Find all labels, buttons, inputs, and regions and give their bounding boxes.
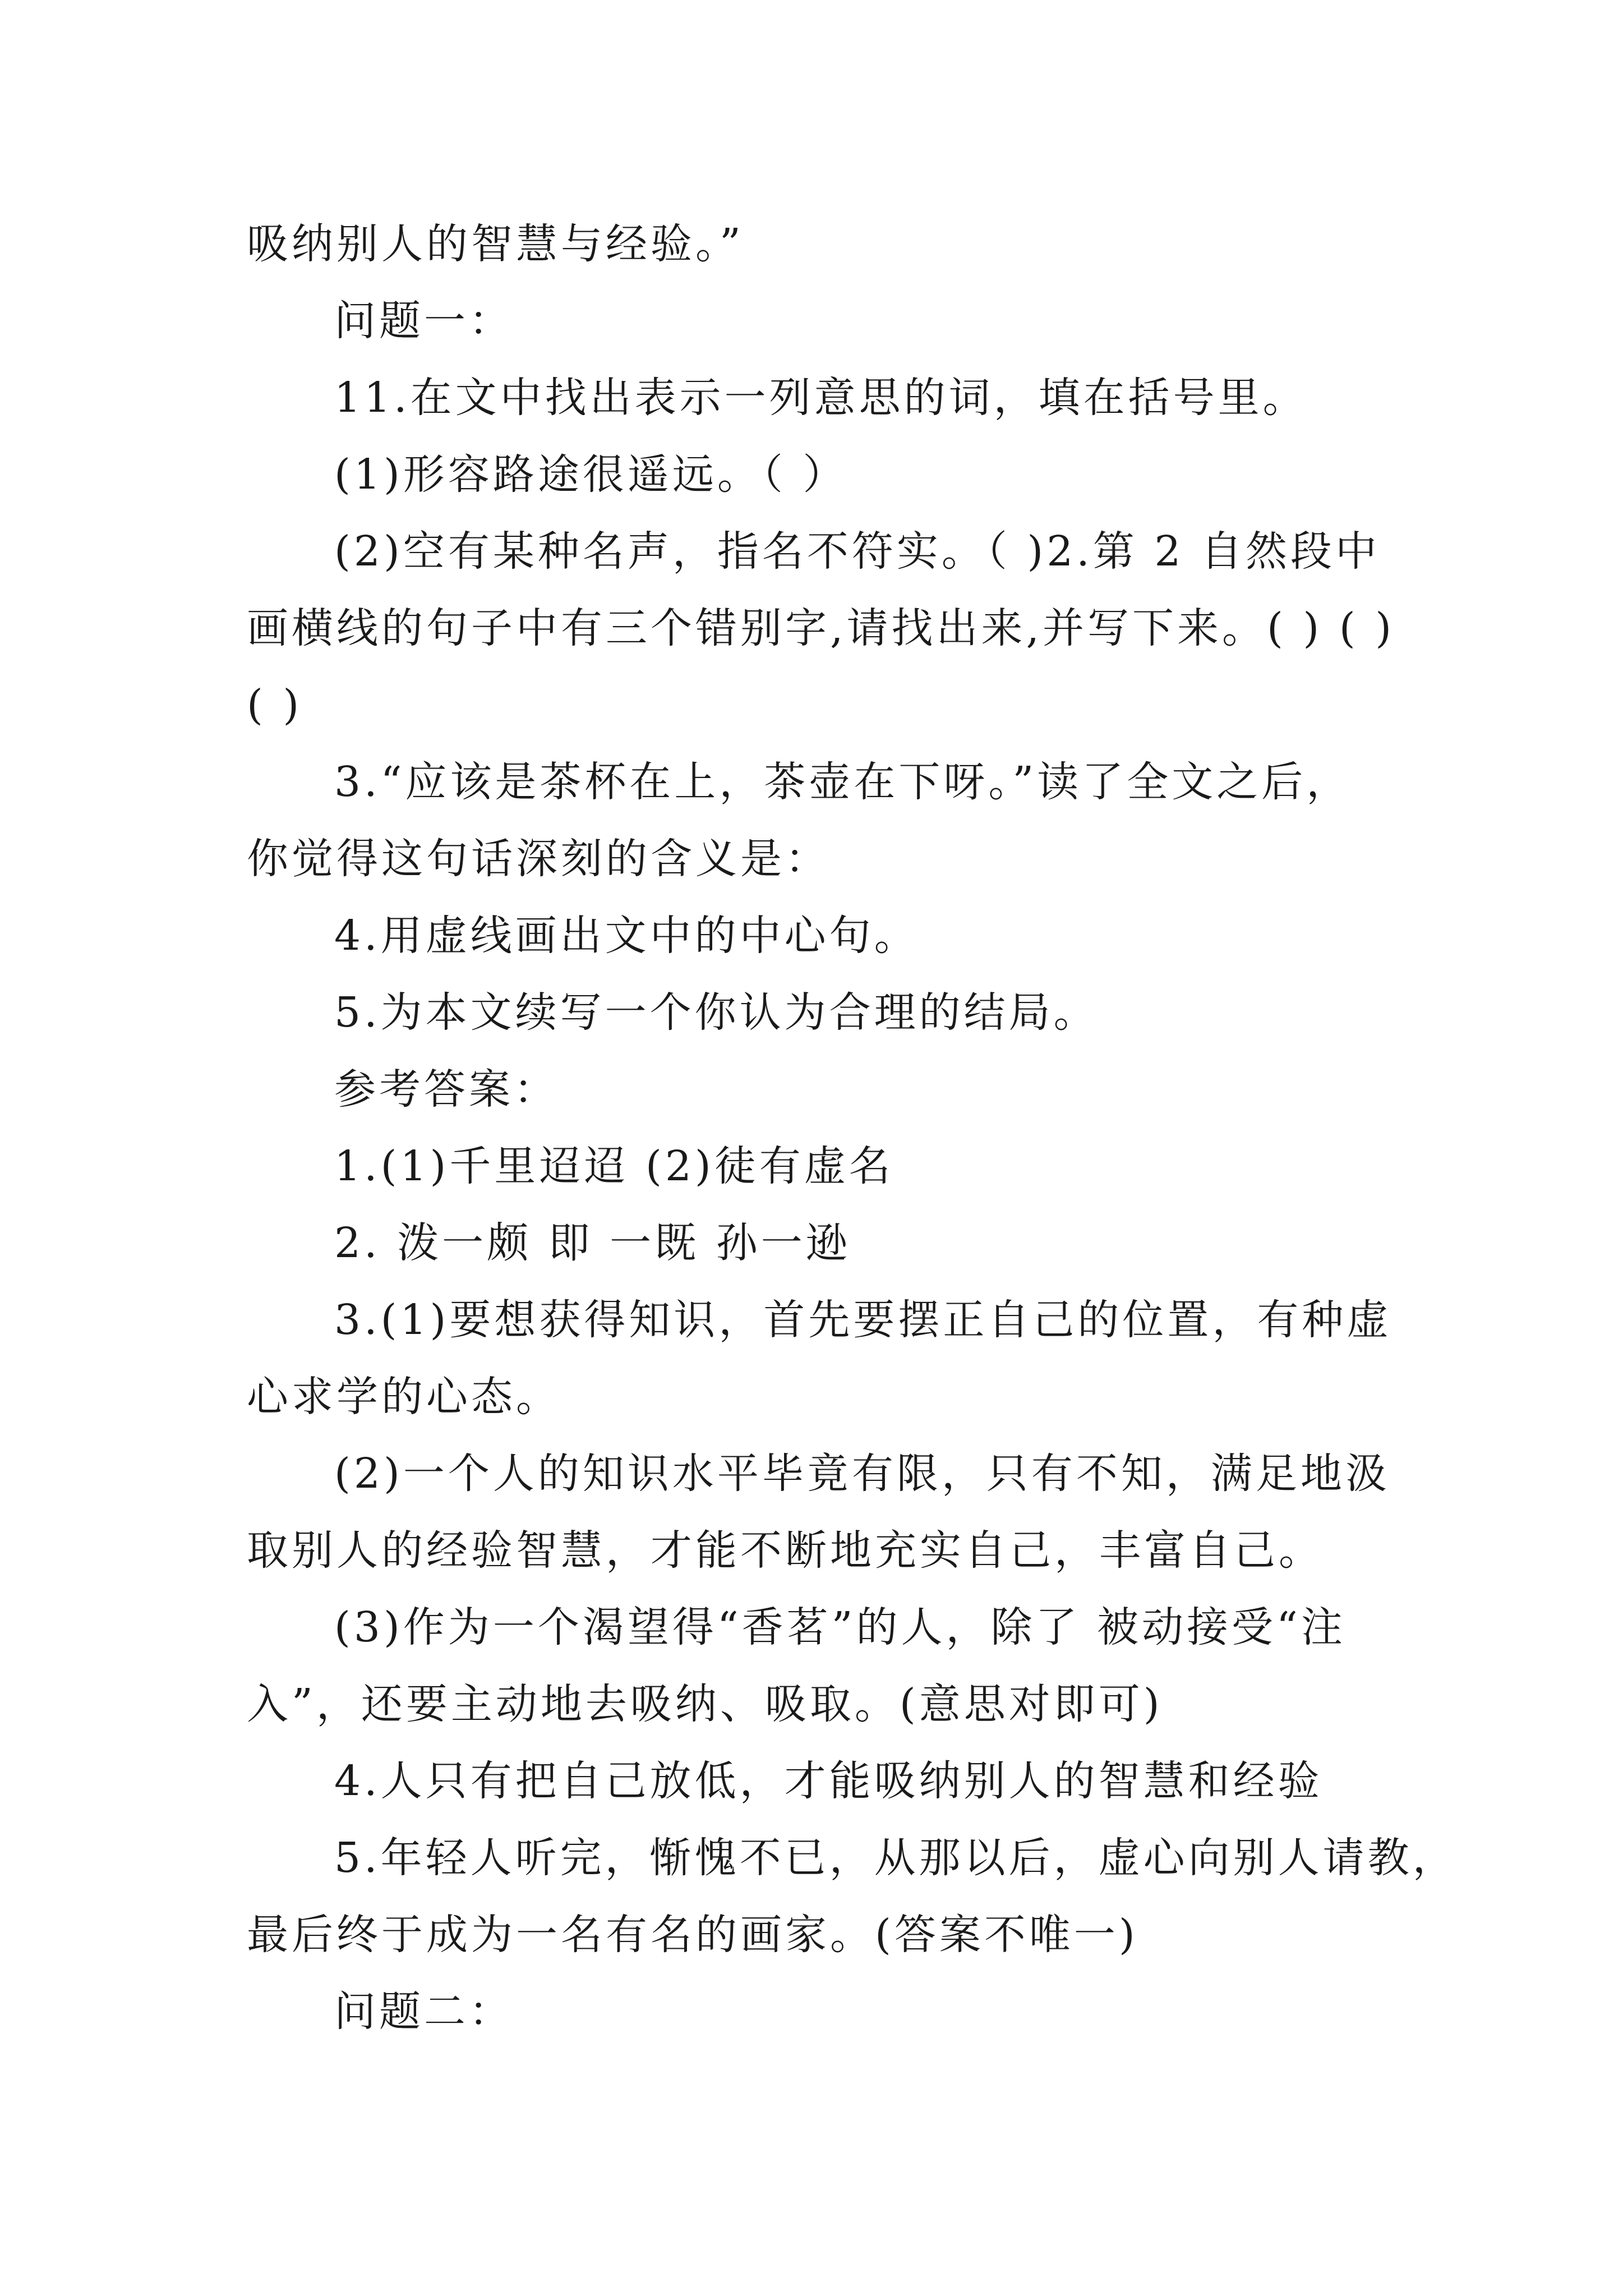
text-line: 入”，还要主动地去吸纳、吸取。(意思对即可)	[247, 1680, 1163, 1728]
answer-item: 5.年轻人听完，惭愧不已，从那以后，虚心向别人请教，	[334, 1834, 1458, 1882]
answer-heading: 参考答案：	[334, 1065, 559, 1114]
answer-item: 2. 泼一颇 即 一既 孙一逊	[334, 1219, 851, 1267]
answer-item: (2)一个人的知识水平毕竟有限，只有不知，满足地汲	[334, 1450, 1390, 1498]
question-heading: 问题二：	[334, 1987, 514, 2036]
answer-item: 1.(1)千里迢迢 (2)徒有虚名	[334, 1142, 894, 1190]
question-item: (1)形容路途很遥远。（ ）	[334, 450, 848, 499]
text-line: 你觉得这句话深刻的含义是：	[247, 835, 830, 883]
text-line: 画横线的句子中有三个错别字,请找出来,并写下来。( ) ( )	[247, 604, 1395, 652]
answer-item: (3)作为一个渴望得“香茗”的人，除了 被动接受“注	[334, 1603, 1346, 1651]
text-line: ( )	[247, 681, 303, 729]
question-item: 5.为本文续写一个你认为合理的结局。	[334, 988, 1099, 1037]
question-item: (2)空有某种名声，指名不符实。（ )2.第 2 自然段中	[334, 527, 1380, 576]
question-item: 3.“应该是茶杯在上，茶壶在下呀。”读了全文之后，	[334, 758, 1352, 806]
text-line: 最后终于成为一名有名的画家。(答案不唯一)	[247, 1911, 1138, 1959]
question-item: 4.用虚线画出文中的中心句。	[334, 912, 919, 960]
text-line: 取别人的经验智慧，才能不断地充实自己，丰富自己。	[247, 1526, 1324, 1575]
answer-item: 4.人只有把自己放低，才能吸纳别人的智慧和经验	[334, 1757, 1323, 1805]
answer-item: 3.(1)要想获得知识，首先要摆正自己的位置，有种虚	[334, 1296, 1392, 1344]
text-line: 心求学的心态。	[247, 1373, 561, 1421]
question-item: 11.在文中找出表示一列意思的词，填在括号里。	[334, 374, 1308, 422]
text-line: 吸纳别人的智慧与经验。”	[247, 220, 744, 268]
question-heading: 问题一：	[334, 297, 514, 345]
